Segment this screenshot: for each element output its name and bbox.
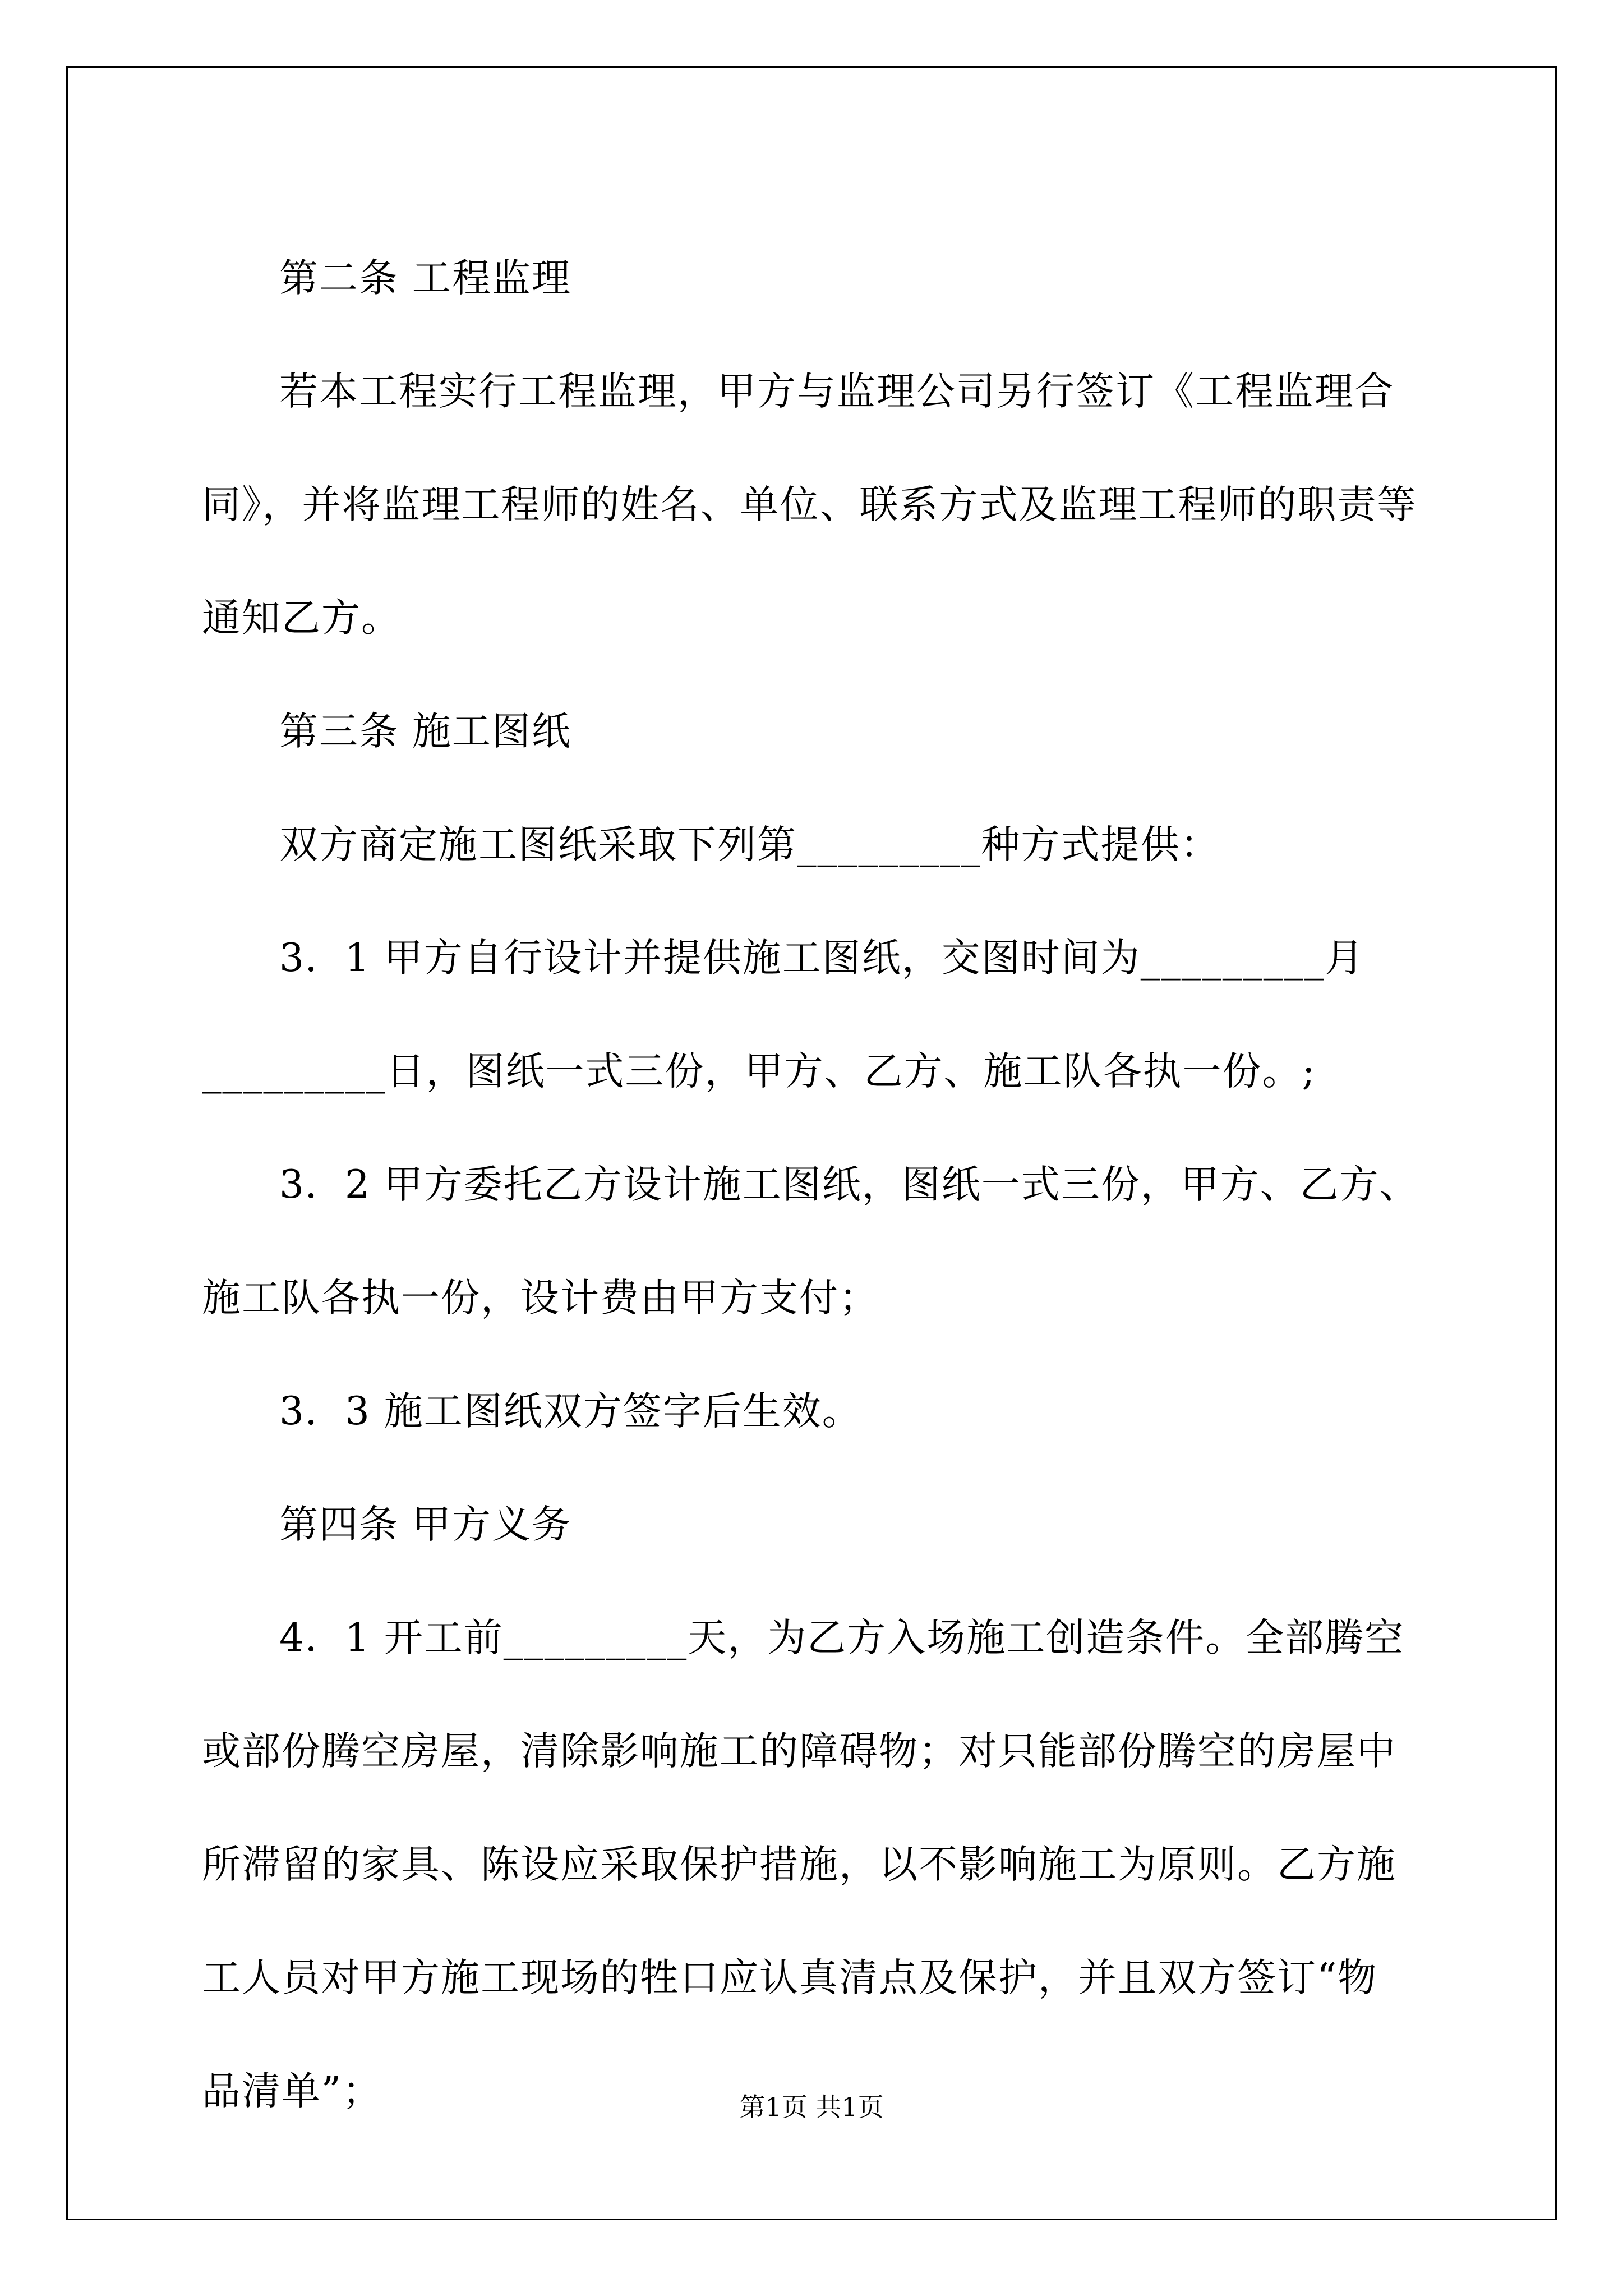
page-number-footer: 第1页 共1页 (739, 2092, 884, 2122)
clause-4-1-line-1: 4．1 开工前_________天，为乙方入场施工创造条件。全部腾空 (279, 1616, 1405, 1660)
article-3-text-line-1: 双方商定施工图纸采取下列第_________种方式提供： (279, 822, 1220, 867)
article-2-text-line-3: 通知乙方。 (202, 596, 401, 641)
document-body (202, 222, 1422, 2148)
article-3-heading: 第三条 施工图纸 (279, 709, 571, 754)
clause-4-1-line-5: 品清单”； (202, 2069, 382, 2114)
clause-3-2-line-2: 施工队各执一份，设计费由甲方支付； (202, 1276, 879, 1320)
article-2-heading: 第二条 工程监理 (279, 256, 571, 301)
clause-4-1-line-4: 工人员对甲方施工现场的牲口应认真清点及保护，并且双方签订“物 (202, 1955, 1378, 2000)
clause-4-1-line-2: 或部份腾空房屋，清除影响施工的障碍物；对只能部份腾空的房屋中 (202, 1729, 1396, 1774)
article-2-text-line-2: 同》，并将监理工程师的姓名、单位、联系方式及监理工程师的职责等 (202, 482, 1417, 527)
clause-4-1-line-3: 所滞留的家具、陈设应采取保护措施，以不影响施工为原则。乙方施 (202, 1842, 1396, 1887)
article-2-text-line-1: 若本工程实行工程监理，甲方与监理公司另行签订《工程监理合 (279, 369, 1394, 414)
clause-3-3-line-1: 3．3 施工图纸双方签字后生效。 (279, 1389, 862, 1434)
clause-3-2-line-1: 3．2 甲方委托乙方设计施工图纸，图纸一式三份，甲方、乙方、 (279, 1162, 1419, 1207)
clause-3-1-line-1: 3．1 甲方自行设计并提供施工图纸，交图时间为_________月 (279, 936, 1365, 981)
article-4-heading: 第四条 甲方义务 (279, 1502, 571, 1547)
clause-3-1-line-2: _________日，图纸一式三份，甲方、乙方、施工队各执一份。; (202, 1049, 1316, 1094)
